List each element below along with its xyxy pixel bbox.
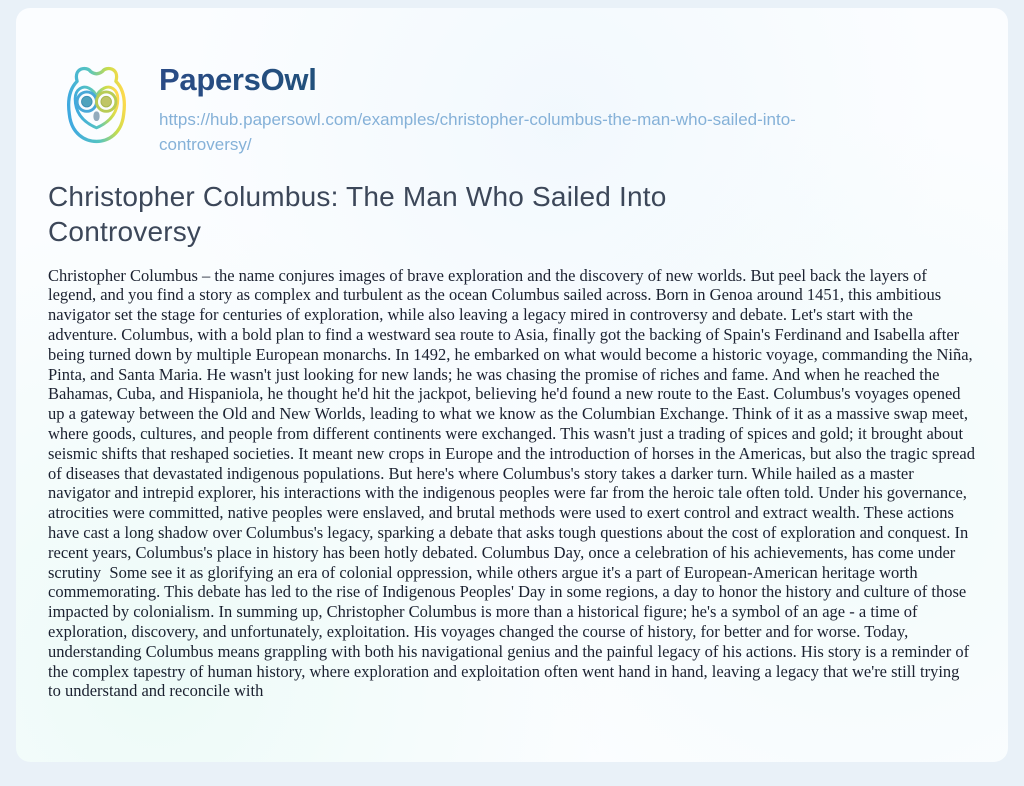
source-url-link[interactable]: https://hub.papersowl.com/examples/christopher-columbus-the-man-who-sailed-into-controversy/ [159, 109, 796, 154]
essay-body-text: Christopher Columbus – the name conjures images of brave exploration and the discovery of new worlds. But peel back the layers of legend, and you find a story as complex and turbulent as the ocean Columbus sailed across. Born in Genoa around 1451, this ambitious navigator set the stage for centuries of exploration, while also leaving a legacy mired in controversy and debate. Let's start with the adventure. Columbus, with a bold plan to find a westward sea route to Asia, finally got the backing of Spain's Ferdinand and Isabella after being turned down by multiple European monarchs. In 1492, he embarked on what would become a historic voyage, commanding the Niña, Pinta, and Santa Maria. He wasn't just looking for new lands; he was chasing the promise of riches and fame. And when he reached the Bahamas, Cuba, and Hispaniola, he thought he'd hit the jackpot, believing he'd found a new route to the East. Columbus's voyages opened up a gateway between the Old and New Worlds, leading to what we know as the Columbian Exchange. Think of it as a massive swap meet, where goods, cultures, and people from different continents were exchanged. This wasn't just a trading of spices and gold; it brought about seismic shifts that reshaped societies. It meant new crops in Europe and the introduction of horses in the Americas, but also the tragic spread of diseases that devastated indigenous populations. But here's where Columbus's story takes a darker turn. While hailed as a master navigator and intrepid explorer, his interactions with the indigenous peoples were far from the heroic tale often told. Under his governance, atrocities were committed, native peoples were enslaved, and brutal methods were used to exert control and extract wealth. These actions have cast a long shadow over Columbus's legacy, sparking a debate that asks tough questions about the cost of exploration and conquest. In recent years, Columbus's place in history has been hotly debated. Columbus Day, once a celebration of his achievements, has come under scrutiny Some see it as glorifying an era of colonial oppression, while others argue it's a part of European-American heritage worth commemorating. This debate has led to the rise of Indigenous Peoples' Day in some regions, a day to honor the history and culture of those impacted by colonialism. In summing up, Christopher Columbus is more than a historical figure; he's a symbol of an age - a time of exploration, discovery, and unfortunately, exploitation. His voyages changed the course of history, for better and for worse. Today, understanding Columbus means grappling with both his navigational genius and the painful legacy of his actions. His story is a reminder of the complex tapestry of human history, where exploration and exploitation often went hand in hand, leaving a legacy that we're still trying to understand and reconcile with [48, 265, 980, 701]
brand-name[interactable]: PapersOwl [159, 62, 859, 98]
content-card [16, 8, 1008, 762]
papersowl-logo[interactable] [48, 58, 145, 155]
page-title: Christopher Columbus: The Man Who Sailed Into Controversy [48, 180, 667, 247]
brand-block [159, 58, 859, 157]
site-header [16, 8, 1008, 157]
owl-icon [48, 58, 145, 155]
